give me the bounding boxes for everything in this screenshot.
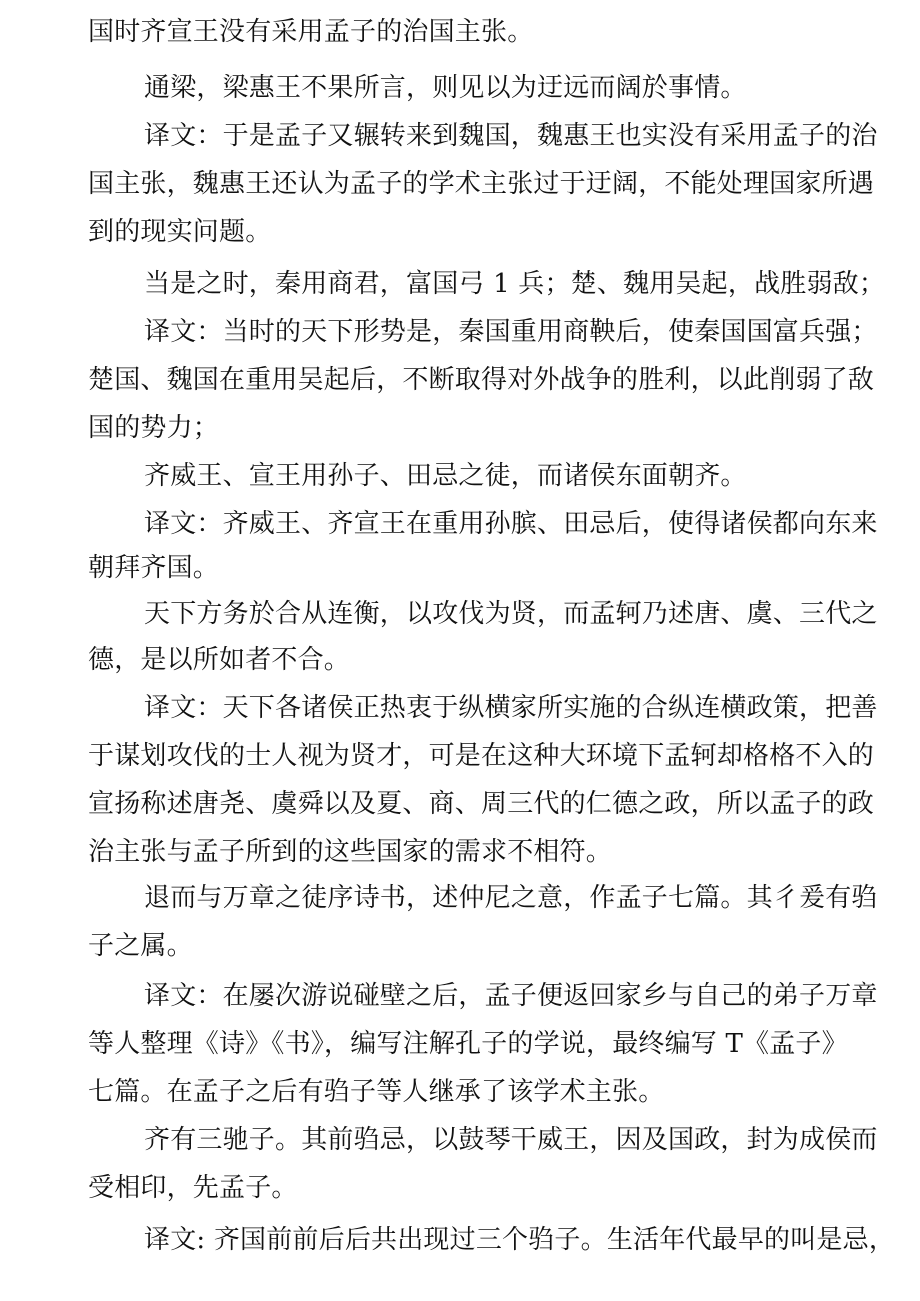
text-line: 朝拜齐国。: [88, 553, 220, 583]
text-line: 齐有三驰子。其前驺忌，以鼓琴干威王，因及国政，封为成侯而: [144, 1125, 878, 1155]
text-line: 当是之时，秦用商君，富国弓 1 兵；楚、魏用吴起，战胜弱敌；: [144, 269, 886, 299]
text-line: 译文：于是孟子又辗转来到魏国，魏惠王也实没有采用孟子的治: [144, 121, 878, 151]
text-line: 天下方务於合从连衡，以攻伐为贤，而孟轲乃述唐、虞、三代之: [144, 599, 878, 629]
text-line: 德，是以所如者不合。: [88, 645, 351, 675]
text-line: 宣扬称述唐尧、虞舜以及夏、商、周三代的仁德之政，所以孟子的政: [88, 789, 875, 819]
text-line: 受相印，先孟子。: [88, 1173, 298, 1203]
text-line: 国主张，魏惠王还认为孟子的学术主张过于迂阔，不能处理国家所遇: [88, 169, 875, 199]
text-line: 楚国、魏国在重用吴起后，不断取得对外战争的胜利，以此削弱了敌: [88, 365, 875, 395]
text-line: 治主张与孟子所到的这些国家的需求不相符。: [88, 837, 613, 867]
text-line: 译文: 齐国前前后后共出现过三个驺子。生活年代最早的叫是忌，: [144, 1225, 896, 1255]
text-line: 子之属。: [88, 931, 193, 961]
text-line: 译文：在屡次游说碰壁之后，孟子便返回家乡与自己的弟子万章: [144, 981, 878, 1011]
text-line: 七篇。在孟子之后有驺子等人继承了该学术主张。: [88, 1077, 665, 1107]
text-line: 译文：天下各诸侯正热衷于纵横家所实施的合纵连横政策，把善: [144, 693, 878, 723]
text-line: 国时齐宣王没有采用孟子的治国主张。: [88, 17, 534, 47]
text-line: 译文：齐威王、齐宣王在重用孙膑、田忌后，使得诸侯都向东来: [144, 509, 878, 539]
text-line: 到的现实问题。: [88, 217, 272, 247]
text-line: 国的势力；: [88, 413, 220, 443]
text-line: 通梁，梁惠王不果所言，则见以为迂远而阔於事情。: [144, 73, 747, 103]
text-line: 等人整理《诗》《书》，编写注解孔子的学说，最终编写 T《孟子》: [88, 1029, 848, 1059]
text-line: 译文：当时的天下形势是，秦国重用商鞅后，使秦国国富兵强；: [144, 317, 878, 347]
text-line: 退而与万章之徒序诗书，述仲尼之意，作孟子七篇。其彳爰有驺: [144, 883, 878, 913]
text-line: 于谋划攻伐的士人视为贤才，可是在这种大环境下孟轲却格格不入的: [88, 741, 875, 771]
text-line: 齐威王、宣王用孙子、田忌之徒，而诸侯东面朝齐。: [144, 461, 747, 491]
